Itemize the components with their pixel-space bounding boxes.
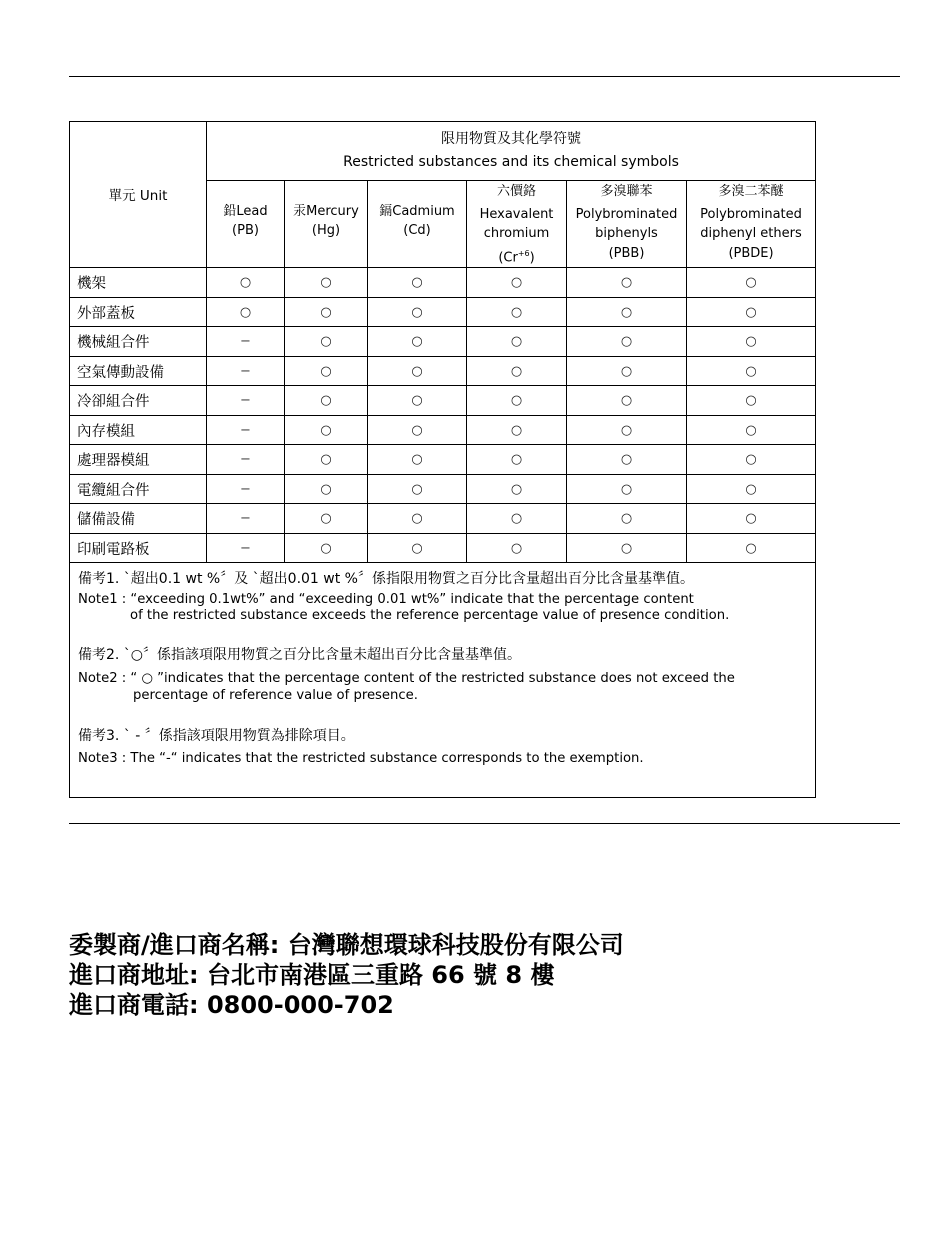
cell-pbb: ○	[567, 297, 687, 327]
cell-pbb: ○	[567, 504, 687, 534]
table-row	[70, 533, 816, 563]
note2-en-line2: percentage of reference value of presence.	[133, 687, 418, 703]
cell-lead: −	[207, 474, 285, 504]
cell-lead: ○	[207, 268, 285, 298]
note1-zh: 備考1. ˋ超出0.1 wt %〞及 ˋ超出0.01 wt %〞係指限用物質之百分比含量超出百分比含量基準值。	[78, 571, 694, 588]
importer-phone: 進口商電話: 0800-000-702	[69, 991, 394, 1019]
cell-pbb: ○	[567, 533, 687, 563]
table-row	[70, 297, 816, 327]
cell-cadmium: ○	[368, 327, 467, 357]
cell-hexavalent-chromium: ○	[467, 445, 567, 475]
cell-mercury: ○	[285, 356, 368, 386]
note3-zh: 備考3. ˋ - 〞係指該項限用物質為排除項目。	[78, 728, 355, 745]
component-label: 機架	[70, 268, 207, 298]
importer-address: 進口商地址: 台北市南港區三重路 66 號 8 樓	[69, 961, 555, 989]
note1-en-line2: of the restricted substance exceeds the reference percentage value of presence condition.	[130, 608, 730, 624]
cell-mercury: ○	[285, 327, 368, 357]
component-label: 空氣傳動設備	[70, 356, 207, 386]
column-header-lead: 鉛Lead (PB)	[207, 181, 285, 268]
cell-cadmium: ○	[368, 268, 467, 298]
cell-pbde: ○	[687, 297, 816, 327]
cell-cadmium: ○	[368, 445, 467, 475]
cell-mercury: ○	[285, 415, 368, 445]
cell-lead: −	[207, 327, 285, 357]
cell-hexavalent-chromium: ○	[467, 297, 567, 327]
component-label: 處理器模組	[70, 445, 207, 475]
cell-pbde: ○	[687, 327, 816, 357]
note2-zh: 備考2. ˋ○〞係指該項限用物質之百分比含量未超出百分比含量基準值。	[78, 646, 522, 663]
cell-pbb: ○	[567, 415, 687, 445]
cell-pbb: ○	[567, 386, 687, 416]
bottom-divider	[69, 823, 900, 824]
cell-pbde: ○	[687, 415, 816, 445]
component-label: 印刷電路板	[70, 533, 207, 563]
cell-pbde: ○	[687, 356, 816, 386]
notes-row	[70, 563, 816, 798]
header-title-en: Restricted substances and its chemical symbols	[343, 154, 679, 170]
cell-pbde: ○	[687, 474, 816, 504]
cell-hexavalent-chromium: ○	[467, 356, 567, 386]
table-row	[70, 386, 816, 416]
table-row	[70, 415, 816, 445]
column-header-pbb: 多溴聯苯 Polybrominated biphenyls (PBB)	[567, 181, 687, 268]
restricted-substances-table	[69, 121, 816, 798]
cell-cadmium: ○	[368, 386, 467, 416]
component-label: 外部蓋板	[70, 297, 207, 327]
cell-hexavalent-chromium: ○	[467, 533, 567, 563]
component-label: 內存模組	[70, 415, 207, 445]
cell-pbde: ○	[687, 386, 816, 416]
note3-en: Note3 : The “-“ indicates that the restricted substance corresponds to the exemption.	[78, 750, 644, 766]
notes-section	[70, 563, 816, 798]
cell-lead: −	[207, 445, 285, 475]
cell-hexavalent-chromium: ○	[467, 268, 567, 298]
column-header-cadmium: 鎘Cadmium (Cd)	[368, 181, 467, 268]
cell-hexavalent-chromium: ○	[467, 415, 567, 445]
cell-pbb: ○	[567, 268, 687, 298]
table-row	[70, 268, 816, 298]
cell-lead: −	[207, 356, 285, 386]
cell-pbb: ○	[567, 327, 687, 357]
cell-hexavalent-chromium: ○	[467, 474, 567, 504]
table-row	[70, 474, 816, 504]
component-label: 儲備設備	[70, 504, 207, 534]
cell-pbb: ○	[567, 474, 687, 504]
cell-cadmium: ○	[368, 415, 467, 445]
cell-pbde: ○	[687, 445, 816, 475]
table-body	[70, 268, 816, 563]
cell-cadmium: ○	[368, 533, 467, 563]
note2-en-line1: Note2 : “ ○ ”indicates that the percentage content of the restricted substance does not exceed the	[78, 671, 735, 687]
header-row-1	[70, 122, 816, 181]
cell-pbde: ○	[687, 533, 816, 563]
component-label: 冷卻組合件	[70, 386, 207, 416]
component-label: 電纜組合件	[70, 474, 207, 504]
unit-header: 單元 Unit	[70, 122, 207, 268]
cell-lead: −	[207, 415, 285, 445]
chromium-symbol: $(Cr^{+6})$	[498, 248, 535, 265]
top-divider	[69, 76, 900, 77]
cell-hexavalent-chromium: ○	[467, 386, 567, 416]
cell-mercury: ○	[285, 474, 368, 504]
cell-mercury: ○	[285, 268, 368, 298]
cell-mercury: ○	[285, 504, 368, 534]
cell-pbde: ○	[687, 268, 816, 298]
cell-cadmium: ○	[368, 504, 467, 534]
cell-hexavalent-chromium: ○	[467, 327, 567, 357]
cell-lead: ○	[207, 297, 285, 327]
cell-mercury: ○	[285, 386, 368, 416]
header-title-zh: 限用物質及其化學符號	[441, 131, 582, 147]
cell-mercury: ○	[285, 445, 368, 475]
table-row	[70, 504, 816, 534]
cell-cadmium: ○	[368, 474, 467, 504]
column-header-mercury: 汞Mercury (Hg)	[285, 181, 368, 268]
cell-lead: −	[207, 533, 285, 563]
manufacturer-importer-name: 委製商/進口商名稱: 台灣聯想環球科技股份有限公司	[69, 931, 624, 959]
cell-pbde: ○	[687, 504, 816, 534]
cell-mercury: ○	[285, 533, 368, 563]
cell-hexavalent-chromium: ○	[467, 504, 567, 534]
cell-mercury: ○	[285, 297, 368, 327]
cell-cadmium: ○	[368, 297, 467, 327]
column-header-hexavalent-chromium: 六價鉻 Hexavalent chromium $(Cr^{+6})$	[467, 181, 567, 268]
column-header-pbde: 多溴二苯醚 Polybrominated diphenyl ethers (PBDE)	[687, 181, 816, 268]
table-row	[70, 327, 816, 357]
cell-cadmium: ○	[368, 356, 467, 386]
component-label: 機械組合件	[70, 327, 207, 357]
cell-pbb: ○	[567, 356, 687, 386]
cell-lead: −	[207, 504, 285, 534]
substances-header	[207, 122, 816, 181]
note1-en-line1: Note1 : “exceeding 0.1wt%” and “exceeding 0.01 wt%” indicate that the percentage content	[78, 591, 694, 607]
table-row	[70, 356, 816, 386]
table-row	[70, 445, 816, 475]
cell-pbb: ○	[567, 445, 687, 475]
cell-lead: −	[207, 386, 285, 416]
